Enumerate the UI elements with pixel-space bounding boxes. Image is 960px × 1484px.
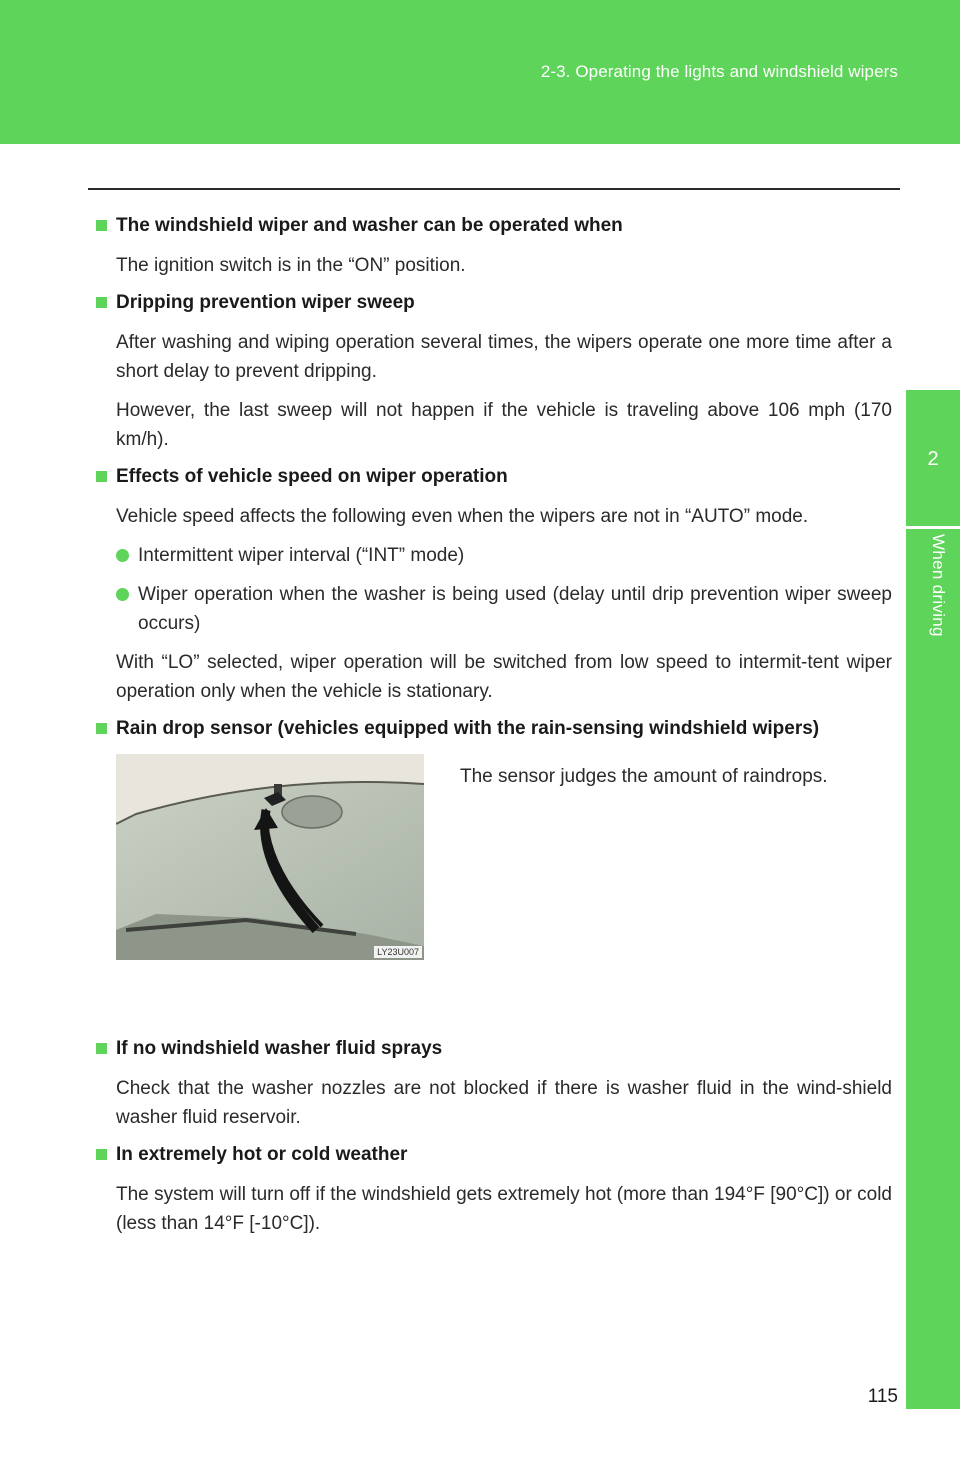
circle-bullet-icon bbox=[116, 588, 129, 601]
paragraph: Vehicle speed affects the following even when the wipers are not in “AUTO” mode. bbox=[116, 506, 809, 527]
paragraph: The system will turn off if the windshield gets extremely hot (more than 194°F [90°C]) or cold (less than 14°F [-10°C]). bbox=[116, 1184, 892, 1234]
paragraph: Check that the washer nozzles are not blocked if there is washer fluid in the wind-shield washer fluid reservoir. bbox=[116, 1078, 892, 1128]
section-heading: If no windshield washer fluid sprays bbox=[96, 1036, 892, 1062]
square-bullet-icon bbox=[96, 723, 107, 734]
square-bullet-icon bbox=[96, 220, 107, 231]
square-bullet-icon bbox=[96, 297, 107, 308]
chapter-number: 2 bbox=[927, 448, 939, 470]
section-rain-sensor bbox=[96, 716, 892, 1022]
page-content bbox=[96, 213, 892, 1248]
paragraph: With “LO” selected, wiper operation will be switched from low speed to intermit-tent wiper operation only when the vehicle is stationary. bbox=[116, 652, 892, 702]
side-tab-spacer bbox=[906, 144, 960, 390]
section-dripping-prevention bbox=[96, 290, 892, 454]
section-title: 2-3. Operating the lights and windshield wipers bbox=[540, 62, 898, 81]
section-vehicle-speed bbox=[96, 464, 892, 706]
section-heading: Rain drop sensor (vehicles equipped with the rain-sensing windshield wipers) bbox=[96, 716, 892, 742]
section-extreme-weather bbox=[96, 1142, 892, 1238]
rain-sensor-figure bbox=[116, 754, 424, 960]
top-rule bbox=[88, 188, 900, 190]
section-heading: Effects of vehicle speed on wiper operation bbox=[96, 464, 892, 490]
paragraph: The ignition switch is in the “ON” position. bbox=[116, 255, 466, 276]
circle-bullet-icon bbox=[116, 549, 129, 562]
windshield-illustration bbox=[116, 754, 424, 960]
section-heading: The windshield wiper and washer can be operated when bbox=[96, 213, 892, 239]
list-item: Intermittent wiper interval (“INT” mode) bbox=[116, 541, 892, 570]
section-heading: In extremely hot or cold weather bbox=[96, 1142, 892, 1168]
square-bullet-icon bbox=[96, 1149, 107, 1160]
paragraph: After washing and wiping operation several times, the wipers operate one more time after a short delay to prevent dripping. bbox=[116, 332, 892, 382]
page-number: 115 bbox=[867, 1386, 898, 1407]
square-bullet-icon bbox=[96, 471, 107, 482]
section-operation-condition bbox=[96, 213, 892, 280]
list-item: Wiper operation when the washer is being used (delay until drip prevention wiper sweep occurs) bbox=[116, 580, 892, 638]
chapter-label: When driving bbox=[929, 534, 948, 637]
figure-row bbox=[96, 754, 892, 1022]
figure-code: LY23U007 bbox=[374, 946, 422, 958]
figure-caption: The sensor judges the amount of raindrops. bbox=[460, 766, 828, 787]
section-no-washer-fluid bbox=[96, 1036, 892, 1132]
paragraph: However, the last sweep will not happen if the vehicle is traveling above 106 mph (170 km/h). bbox=[116, 400, 892, 450]
square-bullet-icon bbox=[96, 1043, 107, 1054]
section-heading: Dripping prevention wiper sweep bbox=[96, 290, 892, 316]
